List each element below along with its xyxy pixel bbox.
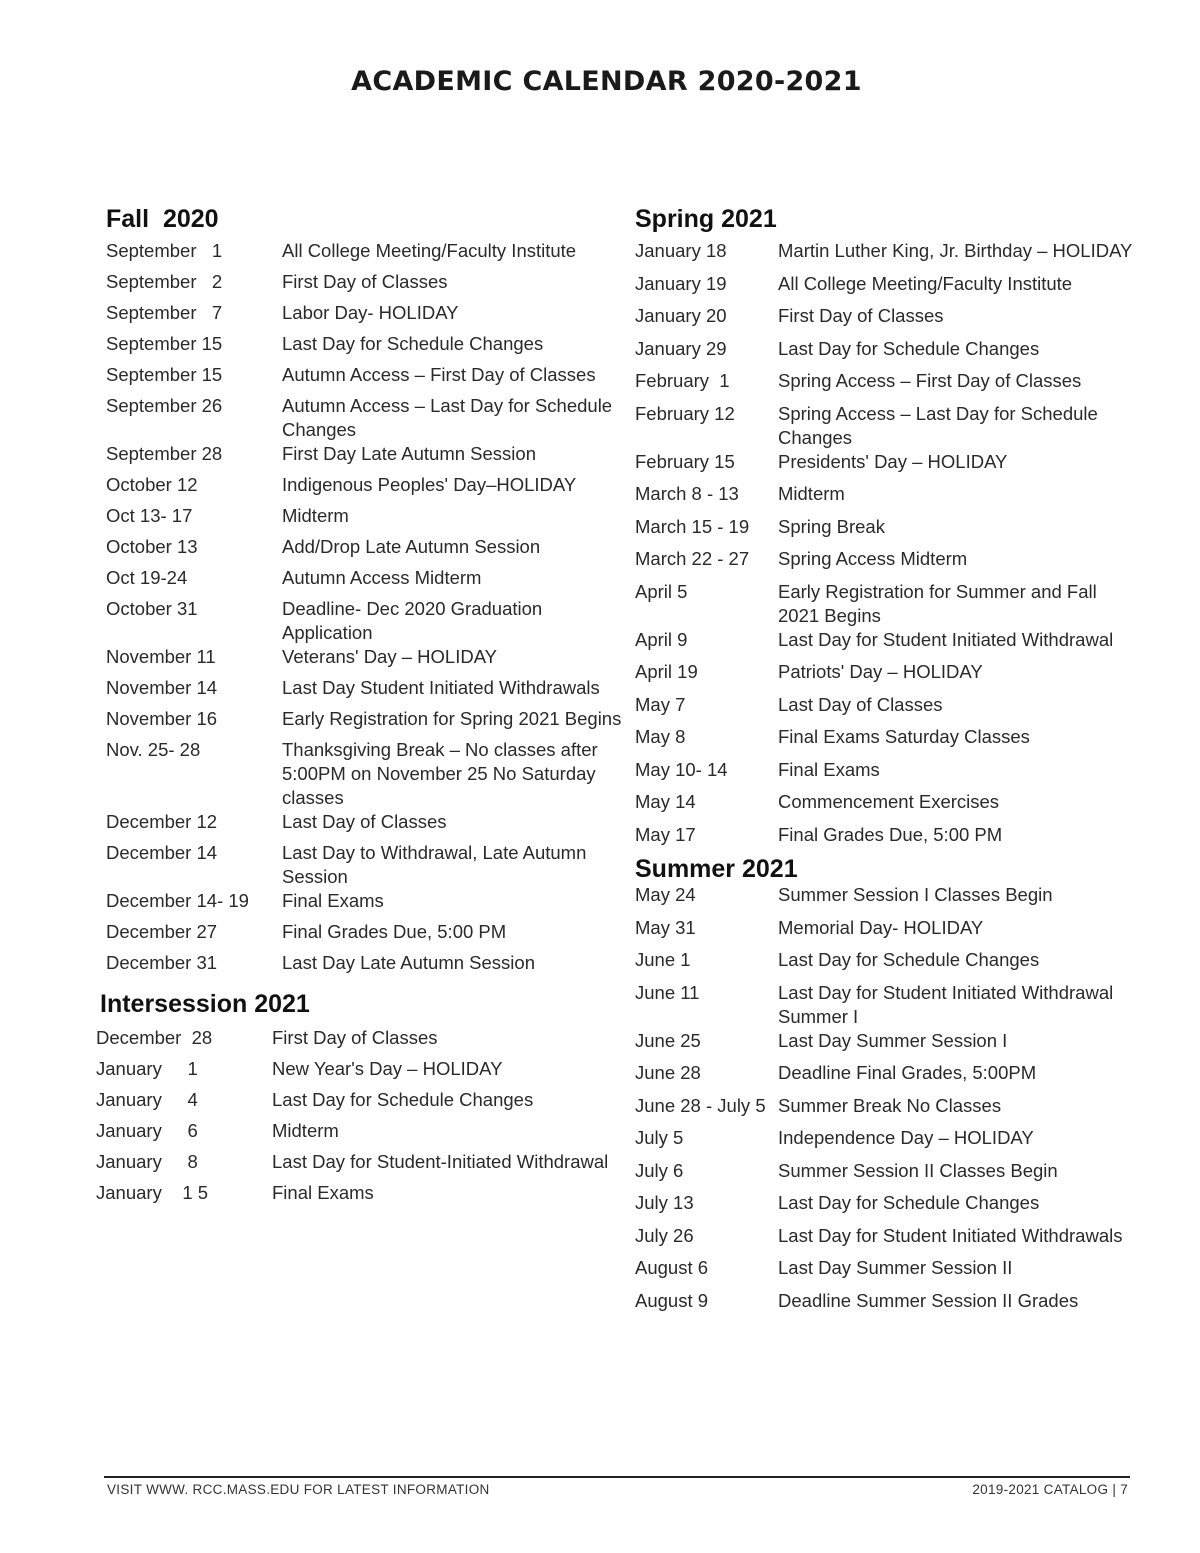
calendar-date: December 28: [96, 1027, 213, 1048]
calendar-date: April 5: [635, 580, 688, 602]
spring-rows: [635, 239, 1140, 855]
calendar-event: Memorial Day- HOLIDAY: [778, 916, 984, 938]
calendar-date: April 19: [635, 661, 698, 682]
calendar-date: Oct 19-24: [106, 567, 188, 588]
calendar-row: [106, 363, 626, 394]
calendar-date: January 29: [635, 337, 727, 359]
calendar-date: May 8: [635, 726, 686, 747]
calendar-date: September 15: [106, 333, 223, 354]
calendar-row: [635, 369, 1140, 402]
calendar-row: [635, 1126, 1140, 1159]
calendar-event: Thanksgiving Break – No classes after 5:00PM on November 25 No Saturday classes: [282, 739, 598, 808]
calendar-row: [96, 1088, 626, 1119]
calendar-event: Deadline Summer Session II Grades: [778, 1289, 1079, 1311]
summer-rows: [635, 883, 1140, 1321]
calendar-event: Summer Session II Classes Begin: [778, 1159, 1058, 1181]
calendar-date: September 2: [106, 271, 223, 292]
calendar-event: Last Day Summer Session I: [778, 1029, 1008, 1051]
left-column: [96, 203, 626, 1212]
calendar-row: [635, 1289, 1140, 1322]
calendar-date: August 9: [635, 1289, 709, 1311]
calendar-date: June 25: [635, 1029, 701, 1051]
fall-section: [106, 203, 626, 982]
fall-heading: Fall 2020: [106, 205, 219, 233]
calendar-row: [106, 504, 626, 535]
calendar-row: [106, 920, 626, 951]
calendar-date: March 22 - 27: [635, 548, 750, 569]
calendar-event: Final Exams: [282, 890, 384, 911]
calendar-event: First Day of Classes: [282, 271, 448, 292]
calendar-date: May 10- 14: [635, 758, 728, 780]
calendar-date: February 1: [635, 370, 730, 391]
calendar-row: [106, 270, 626, 301]
calendar-date: January 18: [635, 240, 727, 261]
calendar-row: [635, 402, 1140, 450]
calendar-row: [635, 981, 1140, 1029]
calendar-event: Last Day for Student Initiated Withdrawal Summer I: [778, 981, 1114, 1027]
calendar-date: January 20: [635, 305, 727, 326]
calendar-row: [635, 758, 1140, 791]
calendar-event: Last Day to Withdrawal, Late Autumn Session: [282, 842, 587, 887]
calendar-date: July 26: [635, 1224, 694, 1246]
calendar-date: January 1: [96, 1058, 198, 1079]
calendar-event: First Day of Classes: [272, 1027, 438, 1048]
calendar-date: February 15: [635, 450, 735, 472]
calendar-row: [96, 1181, 626, 1212]
calendar-row: [635, 883, 1140, 916]
calendar-row: [635, 547, 1140, 580]
calendar-row: [96, 1119, 626, 1150]
calendar-date: November 16: [106, 708, 218, 729]
calendar-date: October 12: [106, 474, 198, 495]
calendar-event: Last Day for Schedule Changes: [282, 333, 544, 354]
calendar-date: January 19: [635, 272, 727, 294]
calendar-event: Indigenous Peoples' Day–HOLIDAY: [282, 474, 577, 495]
calendar-event: Final Exams: [272, 1182, 374, 1203]
calendar-row: [635, 916, 1140, 949]
calendar-date: June 1: [635, 949, 691, 970]
calendar-date: August 6: [635, 1257, 709, 1278]
calendar-event: Spring Break: [778, 515, 885, 537]
calendar-date: December 14: [106, 842, 218, 863]
calendar-event: Patriots' Day – HOLIDAY: [778, 661, 983, 682]
calendar-row: [635, 1224, 1140, 1257]
calendar-row: [635, 450, 1140, 483]
calendar-date: March 8 - 13: [635, 483, 739, 504]
calendar-event: Early Registration for Spring 2021 Begins: [282, 708, 622, 729]
calendar-row: [106, 889, 626, 920]
calendar-row: [635, 1256, 1140, 1289]
calendar-event: Presidents' Day – HOLIDAY: [778, 450, 1008, 472]
calendar-event: Final Grades Due, 5:00 PM: [778, 823, 1003, 845]
calendar-row: [635, 482, 1140, 515]
footer-divider: [104, 1476, 1130, 1478]
calendar-event: New Year's Day – HOLIDAY: [272, 1058, 503, 1079]
calendar-row: [106, 707, 626, 738]
footer-catalog-page: 2019-2021 CATALOG | 7: [972, 1482, 1128, 1497]
spring-section: [635, 203, 1140, 855]
calendar-date: December 27: [106, 921, 218, 942]
calendar-event: Final Exams Saturday Classes: [778, 726, 1030, 747]
calendar-event: Spring Access – First Day of Classes: [778, 370, 1082, 391]
calendar-row: [635, 725, 1140, 758]
calendar-row: [635, 790, 1140, 823]
calendar-date: September 15: [106, 364, 223, 385]
calendar-row: [106, 738, 626, 810]
calendar-event: First Day of Classes: [778, 305, 944, 326]
calendar-event: Last Day for Schedule Changes: [778, 337, 1040, 359]
calendar-row: [635, 1191, 1140, 1224]
calendar-event: Labor Day- HOLIDAY: [282, 302, 459, 323]
calendar-date: January 6: [96, 1120, 198, 1141]
calendar-date: Nov. 25- 28: [106, 739, 201, 760]
calendar-event: Martin Luther King, Jr. Birthday – HOLIDAY: [778, 240, 1133, 261]
calendar-event: Last Day for Schedule Changes: [778, 949, 1040, 970]
calendar-date: Oct 13- 17: [106, 505, 193, 526]
calendar-event: Summer Session I Classes Begin: [778, 884, 1053, 905]
calendar-date: December 14- 19: [106, 890, 249, 911]
calendar-row: [106, 676, 626, 707]
calendar-date: May 24: [635, 884, 696, 905]
calendar-row: [635, 823, 1140, 856]
calendar-event: Last Day Late Autumn Session: [282, 952, 535, 973]
calendar-event: Commencement Exercises: [778, 791, 1000, 812]
calendar-date: March 15 - 19: [635, 515, 750, 537]
summer-heading: Summer 2021: [635, 855, 798, 883]
calendar-row: [635, 1159, 1140, 1192]
calendar-event: Midterm: [282, 505, 349, 526]
calendar-event: Last Day Student Initiated Withdrawals: [282, 677, 600, 698]
calendar-event: All College Meeting/Faculty Institute: [778, 272, 1073, 294]
calendar-event: Add/Drop Late Autumn Session: [282, 536, 541, 557]
calendar-event: Independence Day – HOLIDAY: [778, 1127, 1034, 1148]
calendar-event: Midterm: [778, 483, 845, 504]
calendar-event: Last Day for Student-Initiated Withdrawal: [272, 1151, 609, 1172]
calendar-event: Last Day for Schedule Changes: [272, 1089, 534, 1110]
calendar-date: January 8: [96, 1151, 198, 1172]
calendar-event: Deadline Final Grades, 5:00PM: [778, 1062, 1037, 1083]
calendar-date: December 12: [106, 811, 218, 832]
calendar-event: Last Day of Classes: [282, 811, 447, 832]
calendar-row: [635, 239, 1140, 272]
calendar-event: Last Day for Student Initiated Withdrawal: [778, 628, 1114, 650]
calendar-row: [106, 810, 626, 841]
calendar-row: [635, 337, 1140, 370]
right-column: [635, 203, 1140, 1321]
calendar-date: September 7: [106, 302, 223, 323]
calendar-row: [106, 951, 626, 982]
calendar-row: [635, 304, 1140, 337]
calendar-row: [106, 566, 626, 597]
calendar-date: May 17: [635, 823, 696, 845]
calendar-event: Final Exams: [778, 758, 880, 780]
calendar-date: November 14: [106, 677, 218, 698]
calendar-event: Last Day of Classes: [778, 693, 943, 715]
calendar-event: Deadline- Dec 2020 Graduation Application: [282, 598, 543, 643]
calendar-row: [635, 272, 1140, 305]
page-title: ACADEMIC CALENDAR 2020-2021: [351, 66, 862, 97]
calendar-event: Summer Break No Classes: [778, 1094, 1002, 1116]
calendar-event: Autumn Access Midterm: [282, 567, 482, 588]
calendar-event: First Day Late Autumn Session: [282, 443, 536, 464]
calendar-row: [106, 473, 626, 504]
calendar-row: [106, 394, 626, 442]
calendar-row: [635, 693, 1140, 726]
calendar-date: November 11: [106, 646, 216, 667]
calendar-row: [106, 301, 626, 332]
calendar-date: May 31: [635, 916, 696, 938]
calendar-event: Last Day for Student Initiated Withdrawals: [778, 1224, 1123, 1246]
calendar-date: July 6: [635, 1159, 684, 1181]
intersession-heading: Intersession 2021: [100, 990, 310, 1018]
calendar-event: Last Day Summer Session II: [778, 1257, 1013, 1278]
calendar-date: May 14: [635, 791, 696, 812]
calendar-event: Spring Access Midterm: [778, 548, 968, 569]
intersession-section: [96, 988, 626, 1212]
calendar-date: September 1: [106, 240, 223, 261]
calendar-row: [635, 1029, 1140, 1062]
summer-section: [635, 855, 1140, 1321]
calendar-event: All College Meeting/Faculty Institute: [282, 240, 577, 261]
spring-heading: Spring 2021: [635, 205, 777, 233]
calendar-date: June 28: [635, 1062, 701, 1083]
calendar-row: [635, 660, 1140, 693]
calendar-row: [106, 332, 626, 363]
calendar-row: [635, 948, 1140, 981]
calendar-event: Autumn Access – Last Day for Schedule Changes: [282, 395, 613, 440]
calendar-date: September 26: [106, 395, 223, 416]
calendar-date: July 5: [635, 1127, 684, 1148]
fall-rows: [106, 239, 626, 982]
calendar-row: [635, 628, 1140, 661]
calendar-row: [635, 515, 1140, 548]
calendar-date: October 31: [106, 598, 198, 619]
calendar-event: Early Registration for Summer and Fall 2021 Begins: [778, 580, 1097, 626]
calendar-date: October 13: [106, 536, 198, 557]
calendar-row: [106, 645, 626, 676]
calendar-row: [106, 239, 626, 270]
calendar-event: Spring Access – Last Day for Schedule Changes: [778, 402, 1098, 448]
calendar-event: Last Day for Schedule Changes: [778, 1192, 1040, 1213]
calendar-row: [106, 535, 626, 566]
calendar-date: February 12: [635, 402, 735, 424]
calendar-date: June 11: [635, 981, 700, 1003]
calendar-row: [106, 841, 626, 889]
calendar-date: January 4: [96, 1089, 198, 1110]
calendar-row: [106, 442, 626, 473]
calendar-date: December 31: [106, 952, 218, 973]
calendar-event: Autumn Access – First Day of Classes: [282, 364, 596, 385]
calendar-row: [635, 1061, 1140, 1094]
calendar-row: [96, 1057, 626, 1088]
calendar-date: July 13: [635, 1192, 694, 1213]
calendar-row: [96, 1150, 626, 1181]
calendar-event: Veterans' Day – HOLIDAY: [282, 646, 498, 667]
calendar-date: September 28: [106, 443, 223, 464]
calendar-event: Midterm: [272, 1120, 339, 1141]
calendar-row: [96, 1026, 626, 1057]
calendar-date: January 1 5: [96, 1182, 209, 1203]
calendar-event: Final Grades Due, 5:00 PM: [282, 921, 507, 942]
calendar-date: June 28 - July 5: [635, 1094, 766, 1116]
calendar-row: [635, 1094, 1140, 1127]
calendar-date: April 9: [635, 628, 688, 650]
calendar-date: May 7: [635, 693, 686, 715]
intersession-rows: [96, 1026, 626, 1212]
footer-website-note: VISIT WWW. RCC.MASS.EDU FOR LATEST INFORMATION: [107, 1482, 490, 1497]
calendar-row: [106, 597, 626, 645]
calendar-row: [635, 580, 1140, 628]
